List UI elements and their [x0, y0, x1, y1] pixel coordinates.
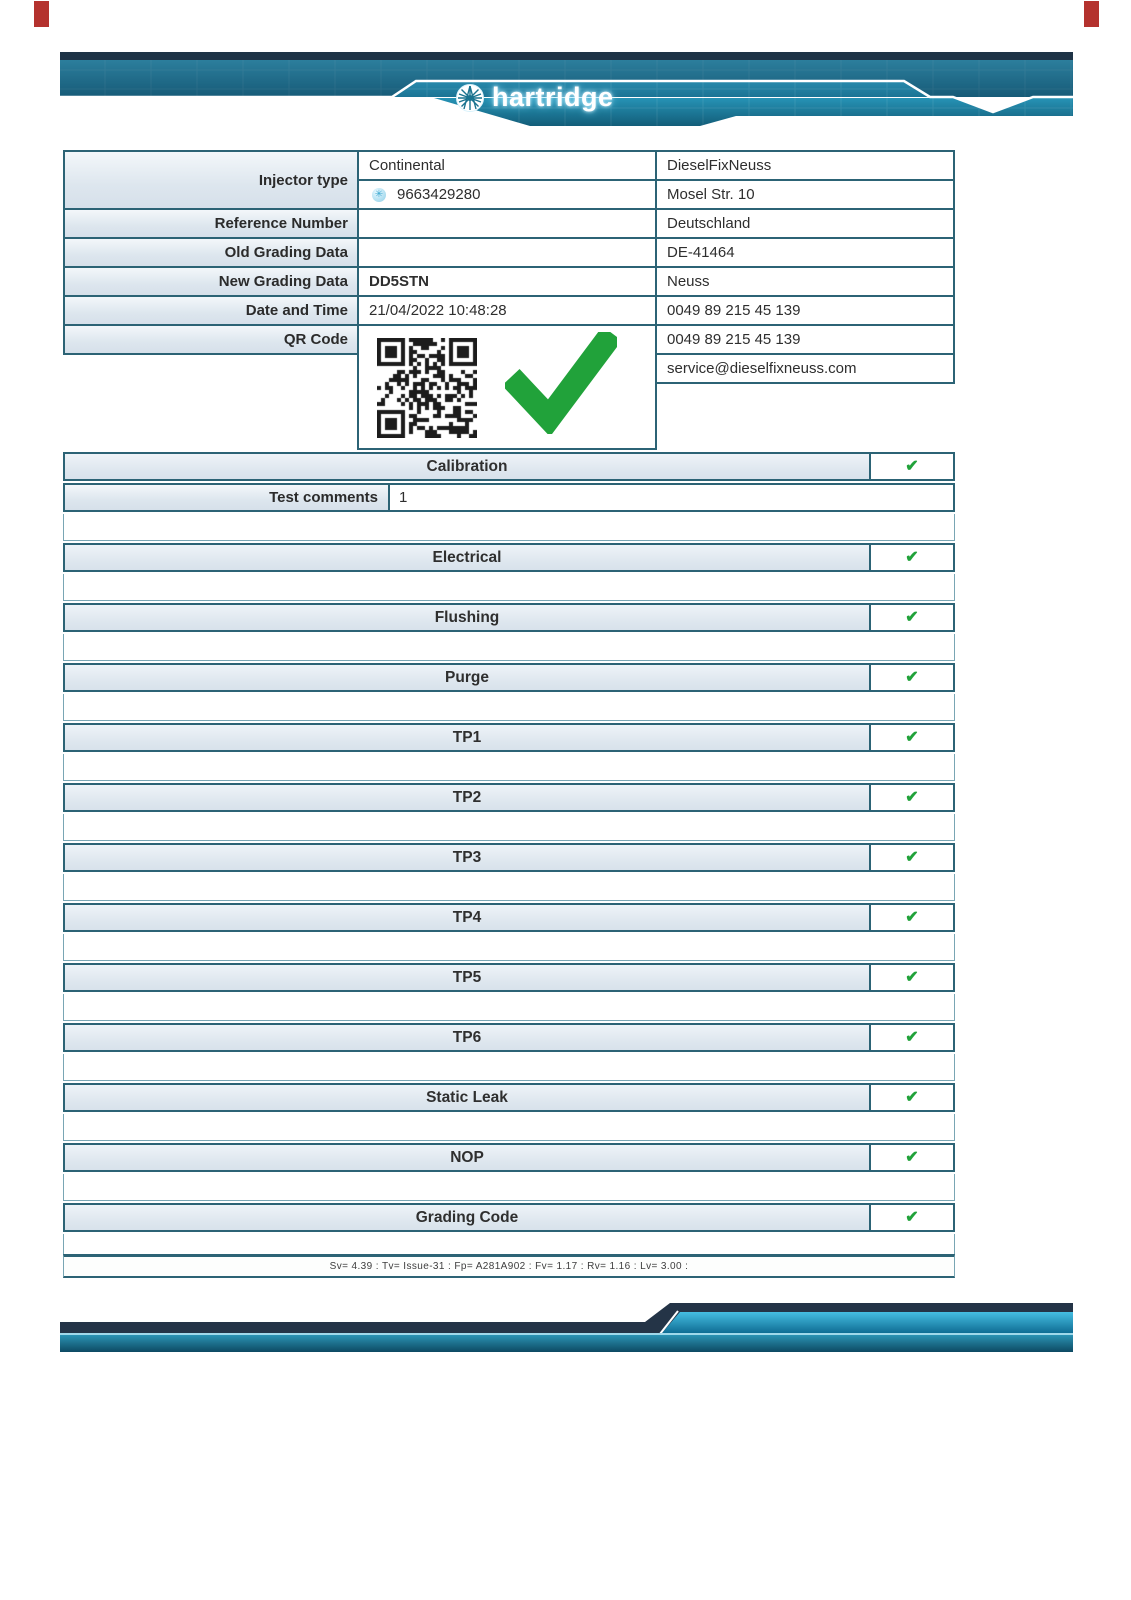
- test-section-status: [869, 603, 955, 632]
- test-section-label: Grading Code: [63, 1203, 871, 1232]
- test-section-label: TP3: [63, 843, 871, 872]
- section-spacer: [63, 874, 955, 901]
- test-section-status: [869, 1023, 955, 1052]
- test-section-row: [63, 663, 955, 692]
- check-icon: ✔: [905, 668, 919, 686]
- test-comments-label: Test comments: [63, 483, 390, 512]
- workshop-email: service@dieselfixneuss.com: [655, 353, 955, 384]
- check-icon: ✔: [905, 457, 919, 475]
- check-icon: ✔: [905, 728, 919, 746]
- test-section-status: [869, 723, 955, 752]
- check-icon: ✔: [905, 1028, 919, 1046]
- test-section-status: [869, 543, 955, 572]
- brand-logo: [455, 82, 614, 113]
- red-registration-mark-left: [34, 1, 49, 27]
- pass-check-icon: [505, 332, 617, 434]
- workshop-city: Neuss: [655, 266, 955, 297]
- test-section-status: [869, 663, 955, 692]
- test-section-label: Purge: [63, 663, 871, 692]
- footer-banner: [60, 1300, 1073, 1356]
- section-spacer: [63, 1174, 955, 1201]
- test-section-row: [63, 1143, 955, 1172]
- test-section-status: [869, 452, 955, 481]
- section-spacer: [63, 814, 955, 841]
- value-injector-make: Continental: [357, 150, 657, 181]
- workshop-phone1: 0049 89 215 45 139: [655, 295, 955, 326]
- injector-id-icon: ✳: [372, 188, 386, 202]
- test-section-row: [63, 783, 955, 812]
- label-injector-type: Injector type: [63, 150, 359, 210]
- check-icon: ✔: [905, 848, 919, 866]
- test-section-row: [63, 1023, 955, 1052]
- check-icon: ✔: [905, 608, 919, 626]
- value-date-time: 21/04/2022 10:48:28: [357, 295, 657, 326]
- label-reference-number: Reference Number: [63, 208, 359, 239]
- check-icon: ✔: [905, 1148, 919, 1166]
- injector-number-text: 9663429280: [397, 186, 481, 203]
- version-text: Sv= 4.39 : Tv= Issue-31 : Fp= A281A902 : Fv= 1.17 : Rv= 1.16 : Lv= 3.00 :: [329, 1261, 689, 1272]
- brand-name: hartridge: [492, 82, 614, 112]
- test-section-row: [63, 843, 955, 872]
- workshop-phone2: 0049 89 215 45 139: [655, 324, 955, 355]
- red-registration-mark-right: [1084, 1, 1099, 27]
- section-spacer: [63, 994, 955, 1021]
- check-icon: ✔: [905, 1088, 919, 1106]
- test-section-label: TP6: [63, 1023, 871, 1052]
- test-section-status: [869, 963, 955, 992]
- test-section-label: TP5: [63, 963, 871, 992]
- test-comments-value: 1: [388, 483, 955, 512]
- test-section-label: Flushing: [63, 603, 871, 632]
- test-section-status: [869, 1203, 955, 1232]
- test-section-row: [63, 603, 955, 632]
- check-icon: ✔: [905, 968, 919, 986]
- workshop-country: Deutschland: [655, 208, 955, 239]
- value-new-grading: DD5STN: [357, 266, 657, 297]
- test-section-label: TP1: [63, 723, 871, 752]
- section-spacer: [63, 1114, 955, 1141]
- test-section-status: [869, 783, 955, 812]
- check-icon: ✔: [905, 788, 919, 806]
- test-section-status: [869, 1083, 955, 1112]
- test-section-label: Static Leak: [63, 1083, 871, 1112]
- section-spacer: [63, 754, 955, 781]
- section-spacer: [63, 694, 955, 721]
- header-banner: [60, 52, 1073, 128]
- test-section-label: Electrical: [63, 543, 871, 572]
- section-spacer: [63, 634, 955, 661]
- qr-code-cell: [357, 324, 657, 450]
- value-injector-number: [357, 179, 657, 210]
- workshop-postcode: DE-41464: [655, 237, 955, 268]
- label-date-time: Date and Time: [63, 295, 359, 326]
- workshop-street: Mosel Str. 10: [655, 179, 955, 210]
- test-section-row: [63, 1203, 955, 1232]
- qr-code-image: [377, 338, 477, 438]
- section-spacer: [63, 934, 955, 961]
- test-section-row: [63, 723, 955, 752]
- label-new-grading-data: New Grading Data: [63, 266, 359, 297]
- workshop-name: DieselFixNeuss: [655, 150, 955, 181]
- value-reference-number: [357, 208, 657, 239]
- version-footer: [63, 1254, 955, 1278]
- section-spacer: [63, 574, 955, 601]
- test-results-list: [63, 450, 955, 1261]
- test-section-status: [869, 1143, 955, 1172]
- test-section-label: Calibration: [63, 452, 871, 481]
- test-section-label: NOP: [63, 1143, 871, 1172]
- test-section-status: [869, 843, 955, 872]
- test-section-row: [63, 1083, 955, 1112]
- check-icon: ✔: [905, 908, 919, 926]
- test-section-status: [869, 903, 955, 932]
- check-icon: ✔: [905, 548, 919, 566]
- check-icon: ✔: [905, 1208, 919, 1226]
- label-qr-code: QR Code: [63, 324, 359, 355]
- test-section-row: [63, 452, 955, 481]
- test-section-label: TP2: [63, 783, 871, 812]
- wheel-icon: [455, 83, 485, 113]
- section-spacer: [63, 514, 955, 541]
- value-old-grading: [357, 237, 657, 268]
- test-section-row: [63, 543, 955, 572]
- test-section-row: [63, 903, 955, 932]
- test-section-row: [63, 963, 955, 992]
- test-section-label: TP4: [63, 903, 871, 932]
- test-comments-row: [63, 483, 955, 512]
- section-spacer: [63, 1054, 955, 1081]
- label-old-grading-data: Old Grading Data: [63, 237, 359, 268]
- injector-info-table: [63, 150, 955, 450]
- footer-banner-graphic: [60, 1300, 1073, 1356]
